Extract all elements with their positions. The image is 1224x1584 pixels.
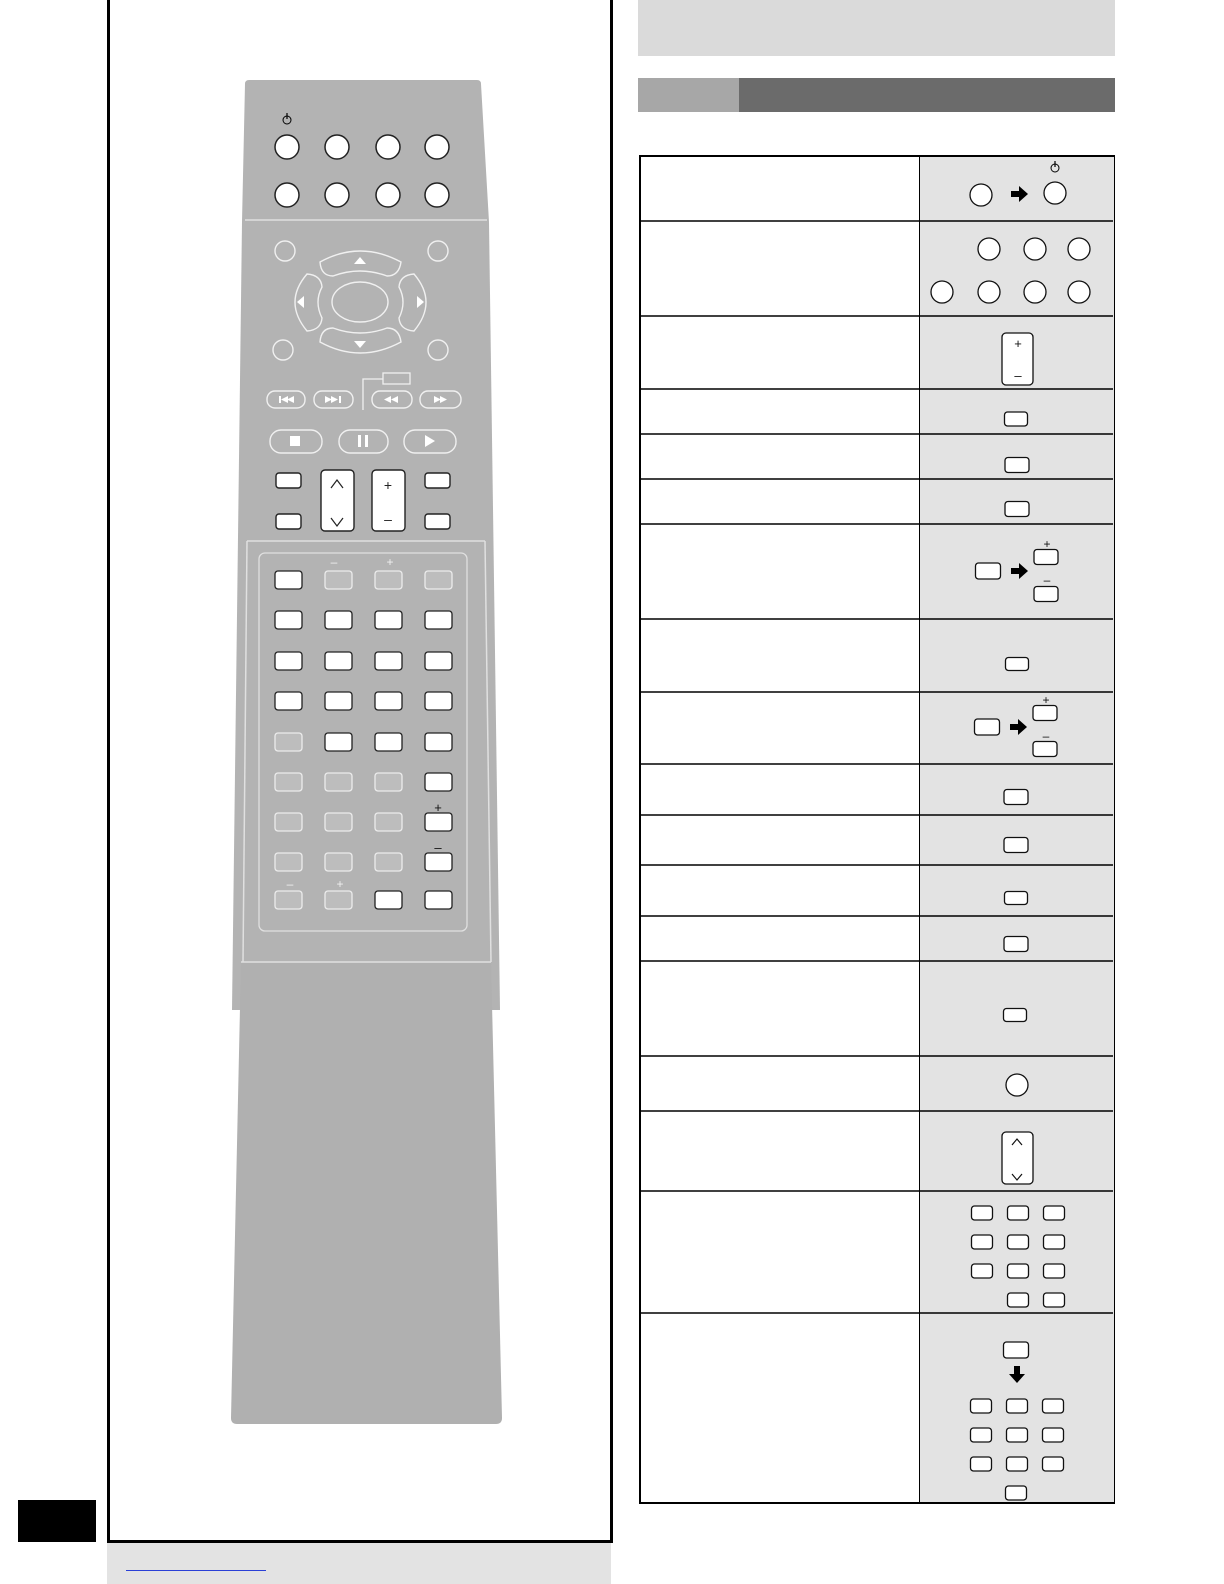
table-input-button-5 [978, 281, 1000, 303]
table-plus-label-row9: + [1042, 693, 1050, 707]
table-arrow-down-icon [1009, 1366, 1025, 1383]
table-keypad2-button-r2-c1 [971, 1428, 992, 1442]
table-arrow-icon [1011, 563, 1028, 579]
table-button-row6 [1005, 502, 1029, 517]
keypad-plus-label-top: + [386, 555, 394, 569]
table-plus-label-row7: + [1043, 537, 1051, 551]
table-plus-button-row9 [1033, 706, 1057, 721]
table-input-button-1 [978, 238, 1000, 260]
table-keypad-button-r3-c3 [1044, 1264, 1065, 1278]
keypad-plus-label-right: + [434, 800, 442, 815]
table-input-button-7 [1068, 281, 1090, 303]
table-button-row13 [1004, 937, 1028, 952]
table-button-row14 [1004, 1009, 1027, 1022]
table-keypad-button-r3-c2 [1008, 1264, 1029, 1278]
table-keypad2-button-r1-c1 [971, 1399, 992, 1413]
table-plus-button-row7 [1034, 550, 1058, 565]
table-keypad-button-r1-c2 [1008, 1206, 1029, 1220]
volume-plus-label: + [383, 477, 393, 493]
table-keypad-button-r2-c1 [972, 1235, 993, 1249]
table-keypad-button-r1-c1 [972, 1206, 993, 1220]
table-keypad2-button-r4-c1 [1006, 1486, 1027, 1500]
table-button-row18 [1004, 1342, 1029, 1358]
table-volume-minus-label: – [1014, 368, 1022, 383]
table-input-button-3 [1068, 238, 1090, 260]
table-keypad2-button-r2-c2 [1007, 1428, 1028, 1442]
table-keypad-button-r3-c1 [972, 1264, 993, 1278]
table-button-row9 [975, 719, 1000, 735]
table-input-button-6 [1024, 281, 1046, 303]
table-keypad2-button-r1-c3 [1043, 1399, 1064, 1413]
table-keypad-button-r1-c3 [1044, 1206, 1065, 1220]
table-keypad2-button-r3-c1 [971, 1457, 992, 1471]
table-input-button-4 [931, 281, 953, 303]
table-input-button-2 [1024, 238, 1046, 260]
table-button-row7 [976, 563, 1001, 579]
table-minus-button-row9 [1033, 742, 1057, 757]
keypad-minus-label-right: – [434, 840, 442, 855]
table-keypad-button-r2-c3 [1044, 1235, 1065, 1249]
table-button-row11 [1004, 838, 1028, 853]
table-minus-label-row9: – [1042, 729, 1050, 743]
table-button-row12 [1005, 892, 1028, 905]
table-keypad-button-r2-c2 [1008, 1235, 1029, 1249]
table-minus-button-row7 [1034, 587, 1058, 602]
volume-minus-label: – [384, 511, 392, 527]
table-keypad-button-r4-c2 [1008, 1293, 1029, 1307]
table-button-row10 [1004, 790, 1028, 805]
keypad-minus-label-bottom: – [286, 877, 294, 891]
table-keypad2-button-r3-c2 [1007, 1457, 1028, 1471]
table-standby-button [970, 184, 992, 206]
table-keypad2-button-r3-c3 [1043, 1457, 1064, 1471]
table-keypad2-button-r2-c3 [1043, 1428, 1064, 1442]
table-minus-label-row7: – [1043, 573, 1051, 587]
table-button-row5 [1005, 458, 1029, 473]
table-button-row4 [1005, 412, 1028, 426]
table-arrow-icon [1011, 186, 1028, 202]
table-power-button [1044, 182, 1066, 204]
table-arrow-icon [1010, 719, 1027, 735]
table-keypad-button-r4-c3 [1044, 1293, 1065, 1307]
table-circle-button-row15 [1006, 1074, 1028, 1096]
table-volume-plus-label: + [1014, 336, 1022, 351]
keypad-plus-label-bottom: + [336, 877, 344, 891]
table-keypad2-button-r1-c2 [1007, 1399, 1028, 1413]
keypad-minus-label-top: – [330, 555, 338, 569]
table-button-row8 [1006, 658, 1029, 671]
